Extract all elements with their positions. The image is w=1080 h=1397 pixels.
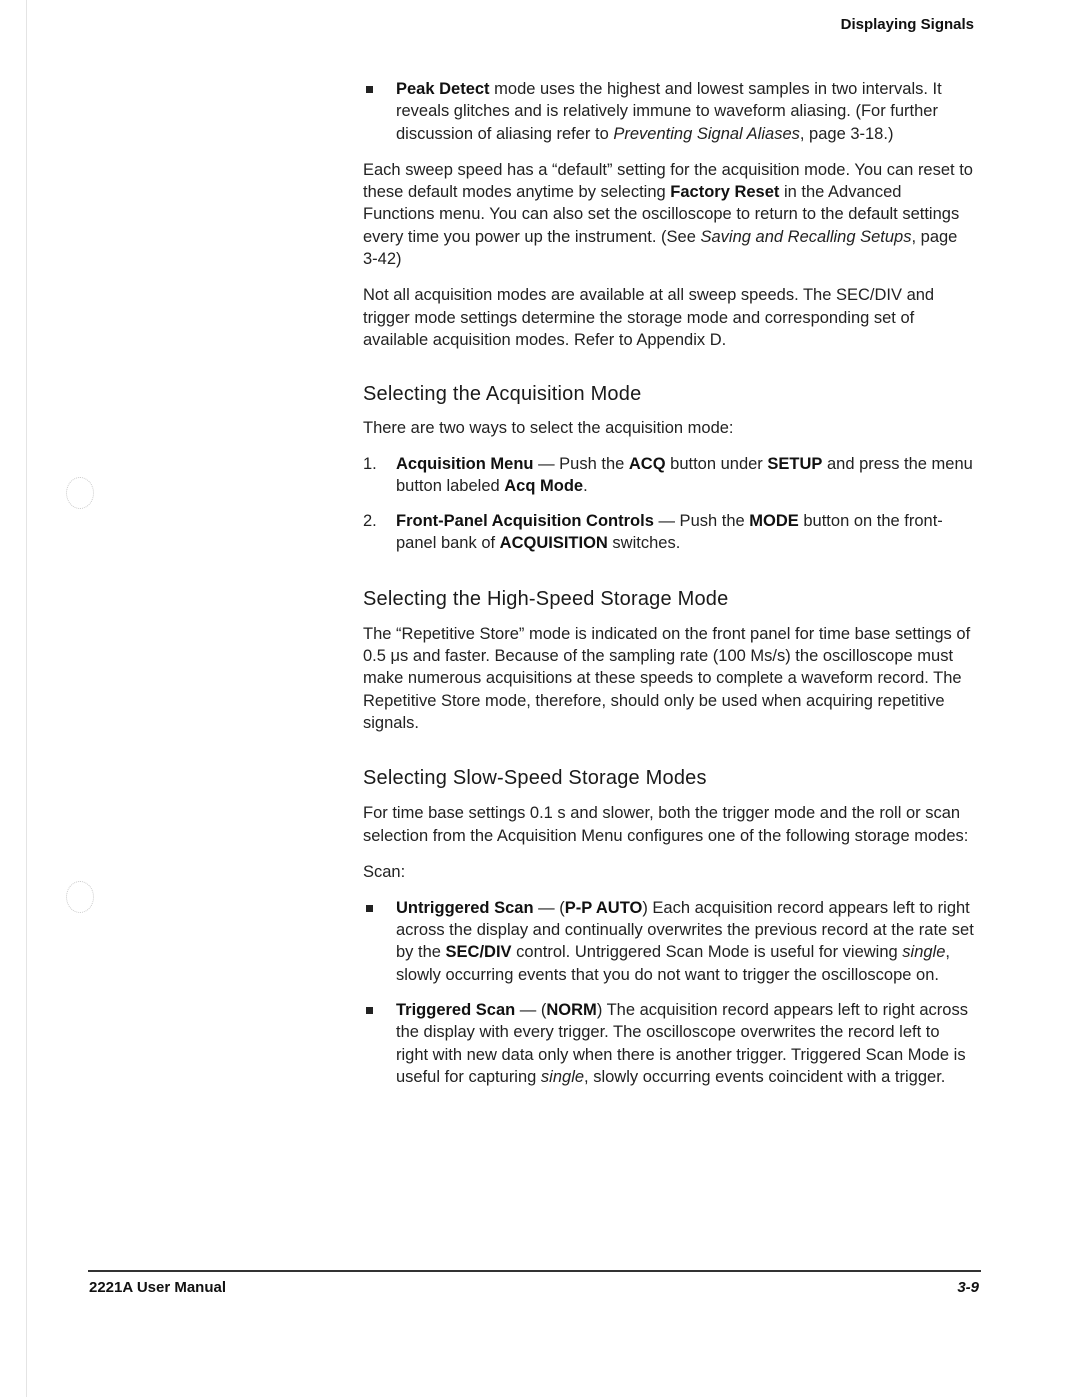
list-item	[363, 510, 975, 555]
slow-speed-paragraph: For time base settings 0.1 s and slower, both the trigger mode and the roll or scan selection from the Acquisition Menu configures one of the following storage modes:	[363, 804, 969, 845]
list-number: 2.	[363, 512, 377, 531]
acquisition-availability-paragraph: Not all acquisition modes are available at all sweep speeds. The SEC/DIV and trigger mode settings determine the storage mode and corresponding set of available acquisition modes. Refer to Appendix D.	[363, 286, 935, 349]
peak-detect-bullet	[363, 78, 975, 145]
untriggered-scan-bullet	[363, 897, 975, 986]
list-number: 1.	[363, 454, 377, 473]
section-intro: There are two ways to select the acquisition mode:	[363, 419, 734, 438]
footer-manual-title: 2221A User Manual	[89, 1279, 227, 1296]
running-header: Displaying Signals	[840, 16, 974, 33]
triggered-scan-bullet	[363, 999, 975, 1088]
bullet-square-icon	[366, 905, 373, 912]
footer-page-number: 3-9	[957, 1279, 979, 1296]
section-heading-slow-speed: Selecting Slow-Speed Storage Modes	[363, 767, 707, 790]
bullet-text: Untriggered Scan — (P-P AUTO) Each acquisition record appears left to right across the display and continually overwrites the previous record at the rate set by the SEC/DIV control. Untriggered Scan Mode is useful for viewing single, slowly occurring events that you do not want to trigger the oscilloscope on.	[396, 898, 974, 984]
scan-subheading: Scan:	[363, 862, 406, 881]
default-settings-paragraph: Each sweep speed has a “default” setting for the acquisition mode. You can reset to these default modes anytime by selecting Factory Reset in the Advanced Functions menu. You can also set the oscilloscope to return to the default settings every time you power up the instrument. (See Saving and Recalling Setups, page 3-42)	[363, 160, 973, 269]
list-item-text: Acquisition Menu — Push the ACQ button under SETUP and press the menu button labeled Acq Mode.	[396, 454, 973, 495]
binder-hole-mark	[66, 477, 94, 509]
section-heading-acquisition: Selecting the Acquisition Mode	[363, 383, 642, 406]
binding-margin-line	[26, 0, 27, 1397]
bullet-text: Triggered Scan — (NORM) The acquisition record appears left to right across the display with every trigger. The oscilloscope overwrites the record left to right with new data only when there is another trigger. Triggered Scan Mode is useful for capturing single, slowly occurring events coincident with a trigger.	[396, 1001, 968, 1086]
page-body	[363, 78, 975, 1088]
bullet-text: Peak Detect mode uses the highest and lowest samples in two intervals. It reveals glitches and is relatively immune to waveform aliasing. (For further discussion of aliasing refer to Preventing Signal Aliases, page 3-18.)	[396, 80, 942, 143]
bullet-square-icon	[366, 1007, 373, 1014]
binder-hole-mark	[66, 881, 94, 913]
bullet-square-icon	[366, 86, 373, 93]
section-heading-high-speed: Selecting the High-Speed Storage Mode	[363, 587, 729, 610]
footer-rule	[88, 1270, 981, 1272]
list-item	[363, 453, 975, 498]
list-item-text: Front-Panel Acquisition Controls — Push the MODE button on the front-panel bank of ACQUISITION switches.	[396, 512, 943, 553]
high-speed-paragraph: The “Repetitive Store” mode is indicated on the front panel for time base settings of 0.5 μs and faster. Because of the sampling rate (100 Ms/s) the oscilloscope must make numerous acquisitions at these speeds to complete a waveform record. The Repetitive Store mode, therefore, should only be used when acquiring repetitive signals.	[363, 624, 971, 732]
